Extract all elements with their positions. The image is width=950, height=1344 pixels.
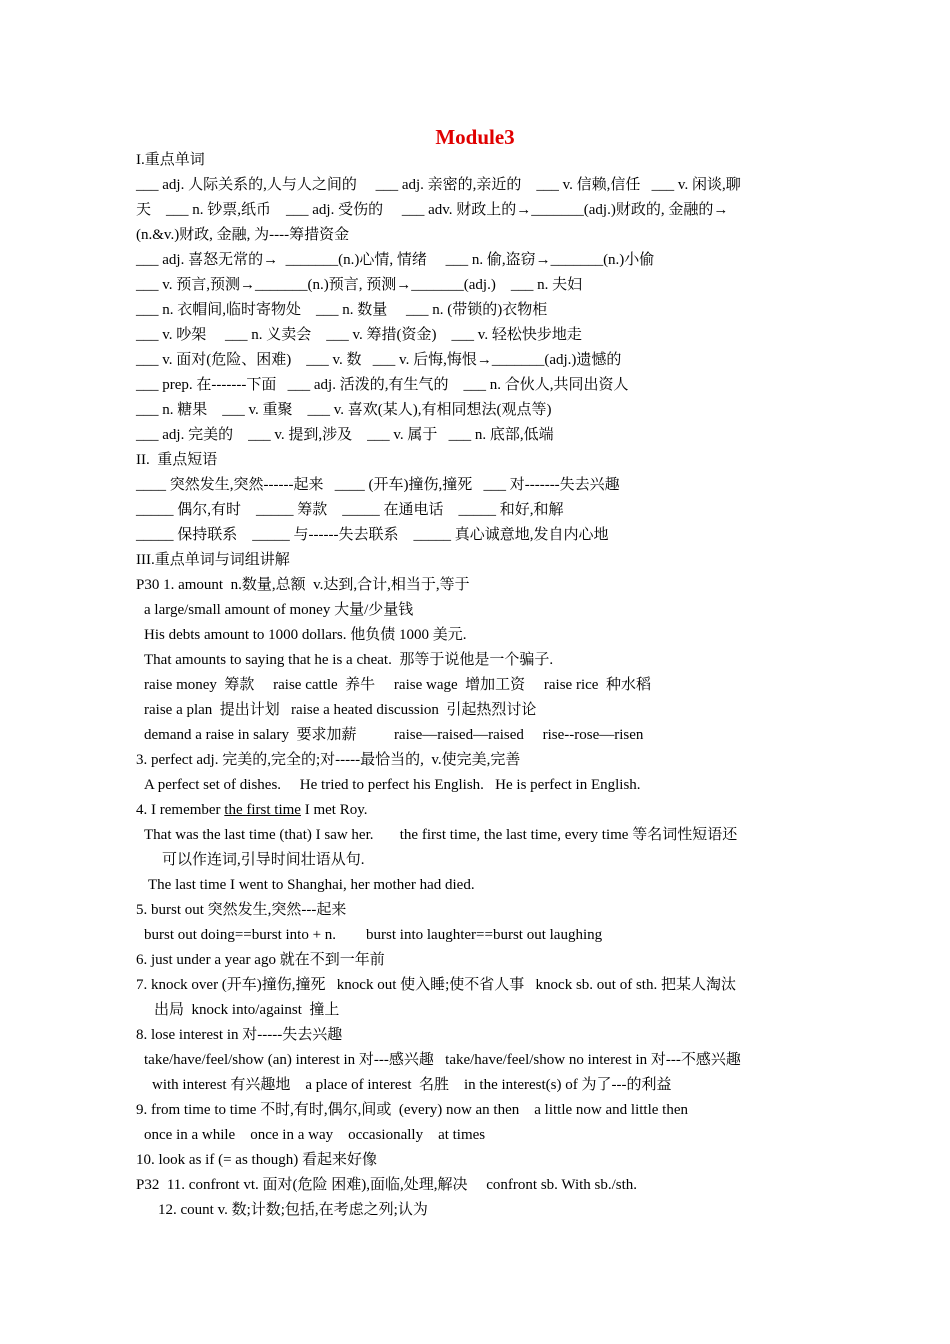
vocab-line: ___ v. 吵架 ___ n. 义卖会 ___ v. 筹措(资金) ___ v. 轻松快步地走 [136, 327, 582, 343]
note-knock-over: 7. knock over (开车)撞伤,撞死 knock out 使入睡;使不省人事 knock sb. out of sth. 把某人淘汰 [136, 977, 736, 993]
note-text: I met Roy. [300, 802, 368, 818]
note-line: raise money 筹款 raise cattle 养牛 raise wage 增加工资 raise rice 种水稻 [144, 677, 651, 693]
note-line: demand a raise in salary 要求加薪 raise—raised—raised rise--rose—risen [144, 727, 644, 743]
vocab-line: ___ adj. 完美的 ___ v. 提到,涉及 ___ v. 属于 ___ n. 底部,低端 [136, 427, 554, 443]
vocab-line: ___ n. 衣帽间,临时寄物处 ___ n. 数量 ___ n. (带锁的)衣物柜 [136, 302, 548, 318]
note-line: raise a plan 提出计划 raise a heated discussion 引起热烈讨论 [144, 702, 537, 718]
vocab-line: 天 ___ n. 钞票,纸币 ___ adj. 受伤的 ___ adv. 财政上的→_______(adj.)财政的, 金融的→ [136, 202, 729, 218]
section-heading-key-words: I.重点单词 [136, 152, 205, 168]
vocab-line: ___ v. 预言,预测→_______(n.)预言, 预测→_______(adj.) ___ n. 夫妇 [136, 277, 583, 293]
underlined-phrase: the first time [224, 802, 301, 818]
note-line: 出局 knock into/against 撞上 [154, 1002, 340, 1018]
section-heading-explanations: III.重点单词与词组讲解 [136, 552, 290, 568]
note-perfect: 3. perfect adj. 完美的,完全的;对-----最恰当的, v.使完美,完善 [136, 752, 521, 768]
vocab-line: ___ n. 糖果 ___ v. 重聚 ___ v. 喜欢(某人),有相同想法(观点等) [136, 402, 552, 418]
note-first-time [136, 798, 818, 823]
note-line: 可以作连词,引导时间壮语从句. [162, 852, 365, 868]
document-body [136, 148, 818, 1223]
note-line: A perfect set of dishes. He tried to perfect his English. He is perfect in English. [144, 777, 641, 793]
vocab-line: ___ adj. 喜怒无常的→ _______(n.)心情, 情绪 ___ n. 偷,盗窃→_______(n.)小偷 [136, 252, 655, 268]
note-line: take/have/feel/show (an) interest in 对---感兴趣 take/have/feel/show no interest in 对---不感兴趣 [144, 1052, 741, 1068]
note-from-time-to-time: 9. from time to time 不时,有时,偶尔,间或 (every) now an then a little now and little then [136, 1102, 688, 1118]
page-title: Module3 [435, 125, 515, 149]
note-line: The last time I went to Shanghai, her mother had died. [148, 877, 475, 893]
vocab-line: ___ prep. 在-------下面 ___ adj. 活泼的,有生气的 ___ n. 合伙人,共同出资人 [136, 377, 629, 393]
section-heading-key-phrases: II. 重点短语 [136, 452, 218, 468]
note-line: That was the last time (that) I saw her. the first time, the last time, every time 等名词性短语还 [144, 827, 738, 843]
note-look-as-if: 10. look as if (= as though) 看起来好像 [136, 1152, 377, 1168]
note-amount: P30 1. amount n.数量,总额 v.达到,合计,相当于,等于 [136, 577, 470, 593]
note-line: once in a while once in a way occasionally at times [144, 1127, 486, 1143]
note-confront: P32 11. confront vt. 面对(危险 困难),面临,处理,解决 confront sb. With sb./sth. [136, 1177, 638, 1193]
note-line: His debts amount to 1000 dollars. 他负债 1000 美元. [144, 627, 467, 643]
note-line: That amounts to saying that he is a cheat. 那等于说他是一个骗子. [144, 652, 554, 668]
note-text: 4. I remember [136, 802, 225, 818]
phrase-line: _____ 保持联系 _____ 与------失去联系 _____ 真心诚意地,发自内心地 [136, 527, 609, 543]
note-line: burst out doing==burst into + n. burst into laughter==burst out laughing [144, 927, 603, 943]
note-line: a large/small amount of money 大量/少量钱 [144, 602, 414, 618]
phrase-line: ____ 突然发生,突然------起来 ____ (开车)撞伤,撞死 ___ 对-------失去兴趣 [136, 477, 620, 493]
vocab-line: ___ v. 面对(危险、困难) ___ v. 数 ___ v. 后悔,悔恨→_______(adj.)遗憾的 [136, 352, 622, 368]
note-count: 12. count v. 数;计数;包括,在考虑之列;认为 [158, 1202, 428, 1218]
vocab-line: ___ adj. 人际关系的,人与人之间的 ___ adj. 亲密的,亲近的 ___ v. 信赖,信任 ___ v. 闲谈,聊 [136, 177, 741, 193]
vocab-line: (n.&v.)财政, 金融, 为----筹措资金 [136, 227, 350, 243]
note-lose-interest: 8. lose interest in 对-----失去兴趣 [136, 1027, 343, 1043]
phrase-line: _____ 偶尔,有时 _____ 筹款 _____ 在通电话 _____ 和好,和解 [136, 502, 564, 518]
note-burst-out: 5. burst out 突然发生,突然---起来 [136, 902, 347, 918]
note-just-under: 6. just under a year ago 就在不到一年前 [136, 952, 385, 968]
note-line: with interest 有兴趣地 a place of interest 名胜 in the interest(s) of 为了---的利益 [152, 1077, 672, 1093]
